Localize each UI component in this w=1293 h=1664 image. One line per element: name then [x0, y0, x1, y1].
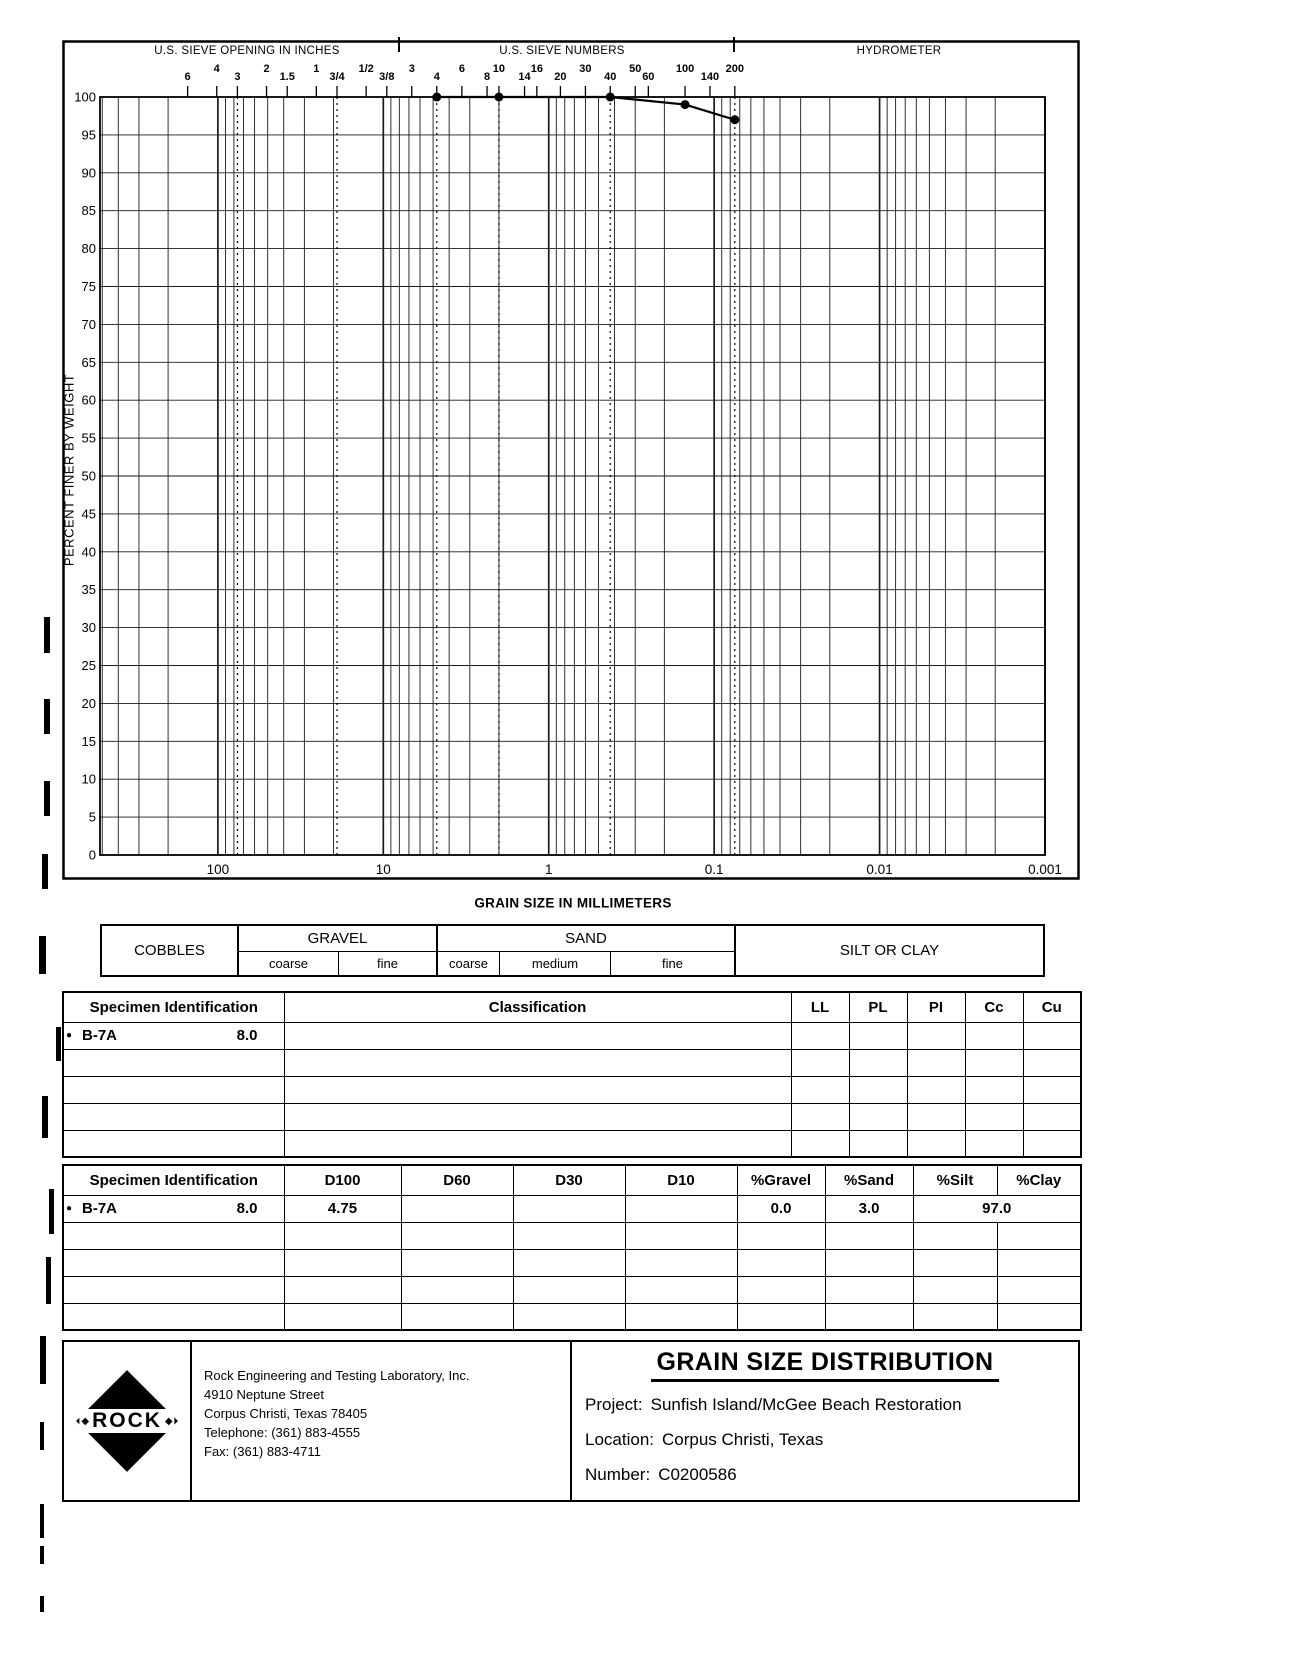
svg-text:70: 70: [81, 316, 96, 332]
number-label: Number:: [585, 1464, 651, 1484]
svg-text:30: 30: [81, 620, 96, 636]
fraction-sand-coarse: coarse: [438, 952, 500, 975]
pct-gravel-value: 0.0: [737, 1195, 825, 1222]
svg-text:1: 1: [313, 63, 320, 75]
classification-row-b7a: [63, 1022, 1081, 1049]
svg-text:50: 50: [81, 468, 96, 484]
fraction-gravel-label: GRAVEL: [239, 926, 436, 952]
svg-text:1.5: 1.5: [279, 71, 295, 83]
location-label: Location:: [585, 1429, 654, 1449]
d60-value: [401, 1195, 513, 1222]
svg-text:3: 3: [408, 63, 415, 75]
report-title: GRAIN SIZE DISTRIBUTION: [651, 1348, 1000, 1382]
svg-text:15: 15: [81, 733, 96, 749]
specimen-id-cell: [63, 1022, 284, 1049]
soil-fraction-bar: [100, 924, 1045, 977]
col-specimen-identification: Specimen Identification: [63, 1165, 284, 1195]
logo-band: [79, 1409, 174, 1433]
top-axis-label-sieve-inches: U.S. SIEVE OPENING IN INCHES: [154, 45, 340, 57]
scan-artifact: [40, 1546, 44, 1564]
project-label: Project:: [585, 1394, 643, 1414]
scan-artifact: [44, 699, 50, 734]
scan-artifact: [40, 1596, 44, 1612]
svg-text:0: 0: [88, 847, 96, 863]
classification-value: [284, 1022, 791, 1049]
col-pct-sand: %Sand: [825, 1165, 913, 1195]
fraction-sand-label: SAND: [438, 926, 734, 952]
svg-text:40: 40: [604, 71, 617, 83]
svg-text:85: 85: [81, 203, 96, 219]
pi-value: [907, 1022, 965, 1049]
svg-text:3/8: 3/8: [379, 71, 395, 83]
svg-text:90: 90: [81, 165, 96, 181]
project-line: [572, 1387, 1078, 1422]
grain-size-plot: [62, 40, 1080, 880]
company-phone: Telephone: (361) 883-4555: [204, 1425, 361, 1440]
top-axis-label-hydrometer: HYDROMETER: [856, 45, 942, 57]
row-marker-icon: ●: [66, 1030, 73, 1041]
svg-text:4: 4: [433, 71, 440, 83]
top-axis-label-sieve-numbers: U.S. SIEVE NUMBERS: [499, 45, 625, 57]
col-d10: D10: [625, 1165, 737, 1195]
svg-text:3/4: 3/4: [329, 71, 345, 83]
gradation-table: [62, 1164, 1082, 1331]
fraction-cobbles: COBBLES: [102, 926, 239, 975]
svg-text:140: 140: [700, 71, 720, 83]
empty-row: [63, 1276, 1081, 1303]
col-specimen-identification: Specimen Identification: [63, 992, 284, 1022]
company-logo: [64, 1342, 192, 1500]
pl-value: [849, 1022, 907, 1049]
logo-word: ROCK: [92, 1409, 162, 1432]
scan-artifact: [44, 781, 50, 816]
col-d30: D30: [513, 1165, 625, 1195]
col-ll: LL: [791, 992, 849, 1022]
empty-row: [63, 1130, 1081, 1157]
empty-row: [63, 1303, 1081, 1330]
number-value: C0200586: [658, 1464, 737, 1484]
svg-text:45: 45: [81, 506, 96, 522]
svg-text:10: 10: [492, 63, 506, 75]
scan-artifact: [42, 1096, 48, 1138]
scan-artifact: [42, 854, 48, 889]
empty-row: [63, 1222, 1081, 1249]
svg-text:65: 65: [81, 354, 96, 370]
gradation-row-b7a: [63, 1195, 1081, 1222]
scan-artifact: [56, 1027, 61, 1061]
scan-artifact: [44, 617, 50, 653]
col-d100: D100: [284, 1165, 401, 1195]
col-pct-clay: %Clay: [997, 1165, 1081, 1195]
empty-row: [63, 1049, 1081, 1076]
svg-text:2: 2: [263, 63, 270, 75]
svg-text:60: 60: [81, 392, 96, 408]
svg-text:0.1: 0.1: [704, 862, 724, 877]
svg-text:30: 30: [579, 63, 592, 75]
data-point: [432, 93, 441, 102]
col-pl: PL: [849, 992, 907, 1022]
gradation-header-row: [63, 1165, 1081, 1195]
svg-text:6: 6: [458, 63, 465, 75]
data-point: [494, 93, 503, 102]
company-fax: Fax: (361) 883-4711: [204, 1444, 321, 1459]
report-title-block: [570, 1342, 1078, 1500]
svg-text:0.001: 0.001: [1028, 862, 1062, 877]
col-cc: Cc: [965, 992, 1023, 1022]
x-axis-title: GRAIN SIZE IN MILLIMETERS: [474, 895, 672, 911]
empty-row: [63, 1076, 1081, 1103]
scan-artifact: [46, 1257, 51, 1304]
col-d60: D60: [401, 1165, 513, 1195]
report-title-row: [572, 1342, 1078, 1387]
svg-text:100: 100: [675, 63, 695, 75]
scan-artifact: [39, 936, 46, 974]
scan-artifact: [40, 1336, 46, 1384]
company-city: Corpus Christi, Texas 78405: [204, 1406, 368, 1421]
col-cu: Cu: [1023, 992, 1081, 1022]
pct-silt-clay-value: 97.0: [913, 1195, 1081, 1222]
fraction-sand: [438, 926, 736, 975]
svg-text:14: 14: [518, 71, 531, 83]
col-pi: PI: [907, 992, 965, 1022]
svg-text:10: 10: [375, 862, 391, 877]
location-line: [572, 1422, 1078, 1457]
svg-text:16: 16: [530, 63, 543, 75]
project-value: Sunfish Island/McGee Beach Restoration: [650, 1394, 962, 1414]
fraction-gravel-coarse: coarse: [239, 952, 339, 975]
svg-text:8: 8: [483, 71, 491, 83]
svg-text:55: 55: [81, 430, 96, 446]
specimen-depth: 8.0: [236, 1027, 258, 1044]
specimen-name: B-7A: [82, 1200, 118, 1217]
col-pct-silt: %Silt: [913, 1165, 997, 1195]
svg-text:5: 5: [88, 809, 96, 825]
svg-text:60: 60: [642, 71, 655, 83]
svg-text:95: 95: [81, 127, 96, 143]
svg-text:100: 100: [206, 862, 230, 877]
fraction-sand-fine: fine: [662, 956, 683, 971]
svg-text:40: 40: [81, 544, 96, 560]
specimen-depth: 8.0: [236, 1200, 258, 1217]
d30-value: [513, 1195, 625, 1222]
col-pct-gravel: %Gravel: [737, 1165, 825, 1195]
data-point: [606, 93, 615, 102]
data-point: [681, 100, 690, 109]
svg-text:0.01: 0.01: [866, 862, 893, 877]
svg-text:75: 75: [81, 279, 96, 294]
number-line: [572, 1457, 1078, 1492]
d100-value: 4.75: [284, 1195, 401, 1222]
fraction-sand-medium: medium: [500, 952, 611, 975]
classification-header-row: [63, 992, 1081, 1022]
company-street: 4910 Neptune Street: [204, 1387, 324, 1402]
specimen-id-cell: [63, 1195, 284, 1222]
scan-artifact: [40, 1422, 44, 1450]
row-marker-icon: ●: [66, 1203, 73, 1214]
data-point: [730, 115, 739, 124]
axis-section-divider: [398, 37, 400, 52]
company-address-block: [192, 1342, 572, 1500]
company-name: Rock Engineering and Testing Laboratory, Inc.: [204, 1368, 470, 1383]
axis-section-divider: [733, 37, 735, 52]
svg-text:6: 6: [184, 71, 191, 83]
svg-text:1: 1: [544, 862, 553, 877]
fraction-gravel: [239, 926, 438, 975]
svg-text:20: 20: [554, 71, 567, 83]
cu-value: [1023, 1022, 1081, 1049]
empty-row: [63, 1249, 1081, 1276]
y-axis-title: PERCENT FINER BY WEIGHT: [61, 373, 77, 567]
empty-row: [63, 1103, 1081, 1130]
specimen-name: B-7A: [82, 1027, 118, 1044]
pct-sand-value: 3.0: [825, 1195, 913, 1222]
logo-right-diamond-icon: ◆: [164, 1415, 173, 1427]
svg-text:3: 3: [234, 71, 241, 83]
scan-artifact: [40, 1504, 44, 1538]
svg-text:25: 25: [81, 658, 96, 673]
svg-text:35: 35: [81, 582, 96, 598]
ll-value: [791, 1022, 849, 1049]
svg-text:50: 50: [629, 63, 642, 75]
logo-left-diamond-icon: ◆: [81, 1415, 90, 1427]
svg-text:200: 200: [725, 63, 745, 75]
d10-value: [625, 1195, 737, 1222]
svg-text:80: 80: [81, 241, 96, 257]
svg-text:20: 20: [81, 695, 96, 711]
col-classification: Classification: [284, 992, 791, 1022]
location-value: Corpus Christi, Texas: [662, 1429, 824, 1449]
fraction-silt-or-clay: SILT OR CLAY: [839, 942, 940, 959]
svg-text:4: 4: [213, 63, 220, 75]
svg-text:10: 10: [81, 771, 96, 787]
svg-text:100: 100: [74, 89, 96, 105]
scan-artifact: [49, 1189, 54, 1234]
svg-text:1/2: 1/2: [358, 63, 374, 75]
fraction-gravel-fine: fine: [377, 956, 398, 971]
classification-table: [62, 991, 1082, 1158]
cc-value: [965, 1022, 1023, 1049]
footer-block: [62, 1340, 1080, 1502]
